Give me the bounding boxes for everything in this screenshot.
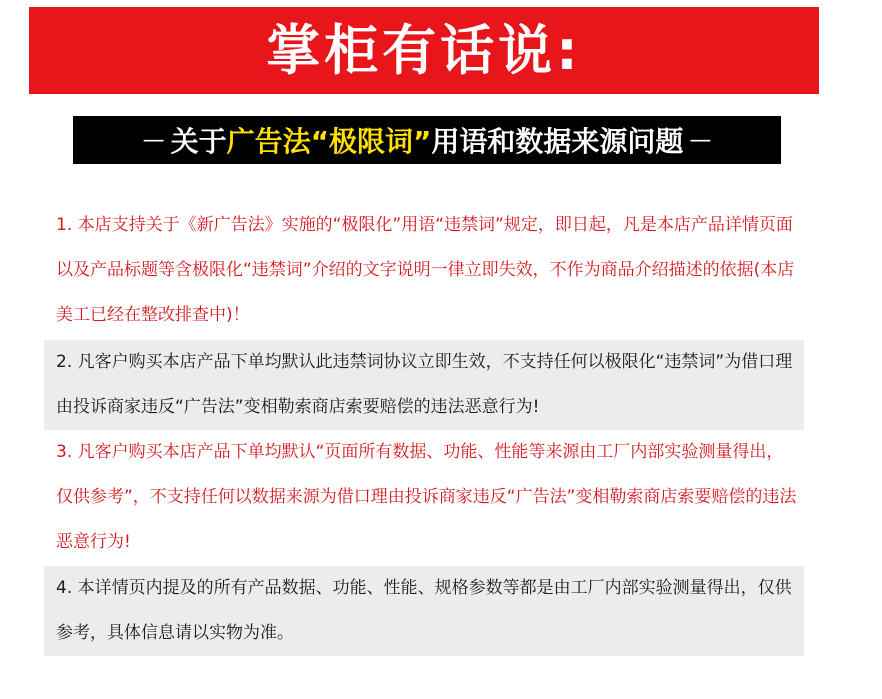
subtitle-part1: 关于: [170, 125, 227, 158]
subtitle-part2: 用语和数据来源问题: [431, 125, 684, 158]
notice-paragraph-1: 1. 本店支持关于《新广告法》实施的“极限化”用语“违禁词”规定，即日起，凡是本店产品详情页面以及产品标题等含极限化“违禁词”介绍的文字说明一律立即失效，不作为商品介绍描述的依据(本店美工已经在整改排查中)！: [56, 215, 795, 325]
subtitle-dash-left: —: [142, 127, 165, 153]
notice-paragraph-2: 2. 凡客户购买本店产品下单均默认此违禁词协议立即生效，不支持任何以极限化“违禁词”为借口理由投诉商家违反“广告法”变相勒索商店索要赔偿的违法恶意行为!: [44, 340, 804, 430]
notice-paragraph-3: 3. 凡客户购买本店产品下单均默认“页面所有数据、功能、性能等来源由工厂内部实验测量得出，仅供参考”，不支持任何以数据来源为借口理由投诉商家违反“广告法”变相勒索商店索要赔偿的违法恶意行为!: [56, 442, 797, 552]
banner-title: 掌柜有话说:: [266, 18, 582, 82]
subtitle-dash-right: —: [689, 127, 712, 153]
notice-paragraph-4: 4. 本详情页内提及的所有产品数据、功能、性能、规格参数等都是由工厂内部实验测量得出，仅供参考，具体信息请以实物为准。: [44, 566, 804, 656]
subtitle-highlight: 广告法“极限词”: [226, 125, 432, 158]
header-banner: [29, 7, 819, 94]
subtitle-bar: [73, 116, 781, 164]
